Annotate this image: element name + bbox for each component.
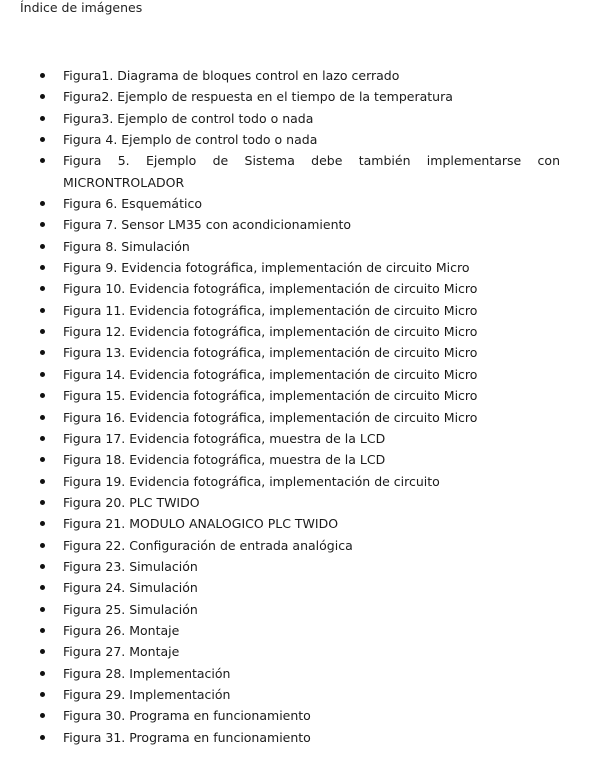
bullet-icon	[40, 649, 45, 654]
list-item	[0, 65, 602, 86]
bullet-icon	[40, 350, 45, 355]
bullet-icon	[40, 244, 45, 249]
figure-index-list	[0, 65, 602, 748]
list-item	[0, 556, 602, 577]
list-item	[0, 236, 602, 257]
figure-entry: Figura2. Ejemplo de respuesta en el tiempo de la temperatura	[63, 89, 453, 105]
list-item	[0, 407, 602, 428]
figure-entry: Figura 14. Evidencia fotográfica, implementación de circuito Micro	[63, 366, 478, 382]
bullet-icon	[40, 607, 45, 612]
bullet-icon	[40, 671, 45, 676]
bullet-icon	[40, 286, 45, 291]
bullet-icon	[40, 265, 45, 270]
list-item	[0, 108, 602, 129]
list-item	[0, 129, 602, 150]
figure-entry: Figura 31. Programa en funcionamiento	[63, 729, 311, 745]
list-item	[0, 663, 602, 684]
list-item	[0, 449, 602, 470]
index-heading: Índice de imágenes	[20, 0, 143, 15]
bullet-icon	[40, 692, 45, 697]
figure-entry: Figura 17. Evidencia fotográfica, muestra de la LCD	[63, 430, 386, 446]
list-item	[0, 193, 602, 214]
figure-entry: Figura 21. MODULO ANALOGICO PLC TWIDO	[63, 516, 339, 532]
list-item	[0, 727, 602, 748]
figure-entry: Figura 19. Evidencia fotográfica, implementación de circuito	[63, 473, 440, 489]
list-item	[0, 257, 602, 278]
figure-entry: Figura 27. Montaje	[63, 644, 180, 660]
figure-entry-continuation: MICRONTROLADOR	[63, 174, 185, 190]
list-item	[0, 492, 602, 513]
bullet-icon	[40, 564, 45, 569]
bullet-icon	[40, 222, 45, 227]
figure-entry: Figura 7. Sensor LM35 con acondicionamiento	[63, 217, 352, 233]
bullet-icon	[40, 628, 45, 633]
bullet-icon	[40, 137, 45, 142]
figure-entry: Figura 11. Evidencia fotográfica, implementación de circuito Micro	[63, 302, 478, 318]
figure-entry: Figura 30. Programa en funcionamiento	[63, 708, 311, 724]
figure-entry: Figura 16. Evidencia fotográfica, implementación de circuito Micro	[63, 409, 478, 425]
list-item	[0, 705, 602, 726]
list-item	[0, 513, 602, 534]
bullet-icon	[40, 543, 45, 548]
bullet-icon	[40, 735, 45, 740]
list-item	[0, 577, 602, 598]
list-item	[0, 342, 602, 363]
figure-entry: Figura 28. Implementación	[63, 665, 231, 681]
bullet-icon	[40, 713, 45, 718]
figure-entry: Figura 4. Ejemplo de control todo o nada	[63, 132, 318, 148]
list-item	[0, 641, 602, 662]
list-item	[0, 385, 602, 406]
list-item	[0, 428, 602, 449]
list-item	[0, 214, 602, 235]
bullet-icon	[40, 500, 45, 505]
bullet-icon	[40, 372, 45, 377]
bullet-icon	[40, 521, 45, 526]
figure-entry: Figura 13. Evidencia fotográfica, implementación de circuito Micro	[63, 345, 478, 361]
figure-entry: Figura 25. Simulación	[63, 601, 198, 617]
list-item	[0, 535, 602, 556]
list-item	[0, 300, 602, 321]
figure-entry: Figura 9. Evidencia fotográfica, implementación de circuito Micro	[63, 260, 470, 276]
figure-entry: Figura 6. Esquemático	[63, 196, 202, 212]
bullet-icon	[40, 329, 45, 334]
list-item	[0, 278, 602, 299]
figure-entry: Figura 15. Evidencia fotográfica, implementación de circuito Micro	[63, 388, 478, 404]
bullet-icon	[40, 393, 45, 398]
figure-entry: Figura 24. Simulación	[63, 580, 198, 596]
bullet-icon	[40, 94, 45, 99]
figure-entry: Figura 8. Simulación	[63, 238, 190, 254]
figure-entry: Figura 22. Configuración de entrada analógica	[63, 537, 353, 553]
list-item	[0, 684, 602, 705]
figure-entry: Figura3. Ejemplo de control todo o nada	[63, 110, 314, 126]
figure-entry: Figura 5. Ejemplo de Sistema debe también implementarse con	[63, 153, 560, 169]
bullet-icon	[40, 158, 45, 163]
list-item	[0, 150, 602, 193]
list-item	[0, 471, 602, 492]
figure-entry: Figura1. Diagrama de bloques control en lazo cerrado	[63, 68, 400, 83]
figure-entry: Figura 29. Implementación	[63, 686, 231, 702]
bullet-icon	[40, 308, 45, 313]
bullet-icon	[40, 116, 45, 121]
list-item	[0, 620, 602, 641]
bullet-icon	[40, 436, 45, 441]
bullet-icon	[40, 479, 45, 484]
figure-entry: Figura 20. PLC TWIDO	[63, 494, 200, 510]
bullet-icon	[40, 585, 45, 590]
figure-entry: Figura 23. Simulación	[63, 558, 198, 574]
list-item	[0, 86, 602, 107]
list-item	[0, 321, 602, 342]
list-item	[0, 599, 602, 620]
figure-entry: Figura 10. Evidencia fotográfica, implementación de circuito Micro	[63, 281, 478, 297]
list-item	[0, 364, 602, 385]
figure-entry: Figura 18. Evidencia fotográfica, muestra de la LCD	[63, 452, 386, 468]
bullet-icon	[40, 73, 45, 78]
bullet-icon	[40, 457, 45, 462]
bullet-icon	[40, 201, 45, 206]
bullet-icon	[40, 415, 45, 420]
figure-entry: Figura 26. Montaje	[63, 622, 180, 638]
figure-entry: Figura 12. Evidencia fotográfica, implementación de circuito Micro	[63, 324, 478, 340]
